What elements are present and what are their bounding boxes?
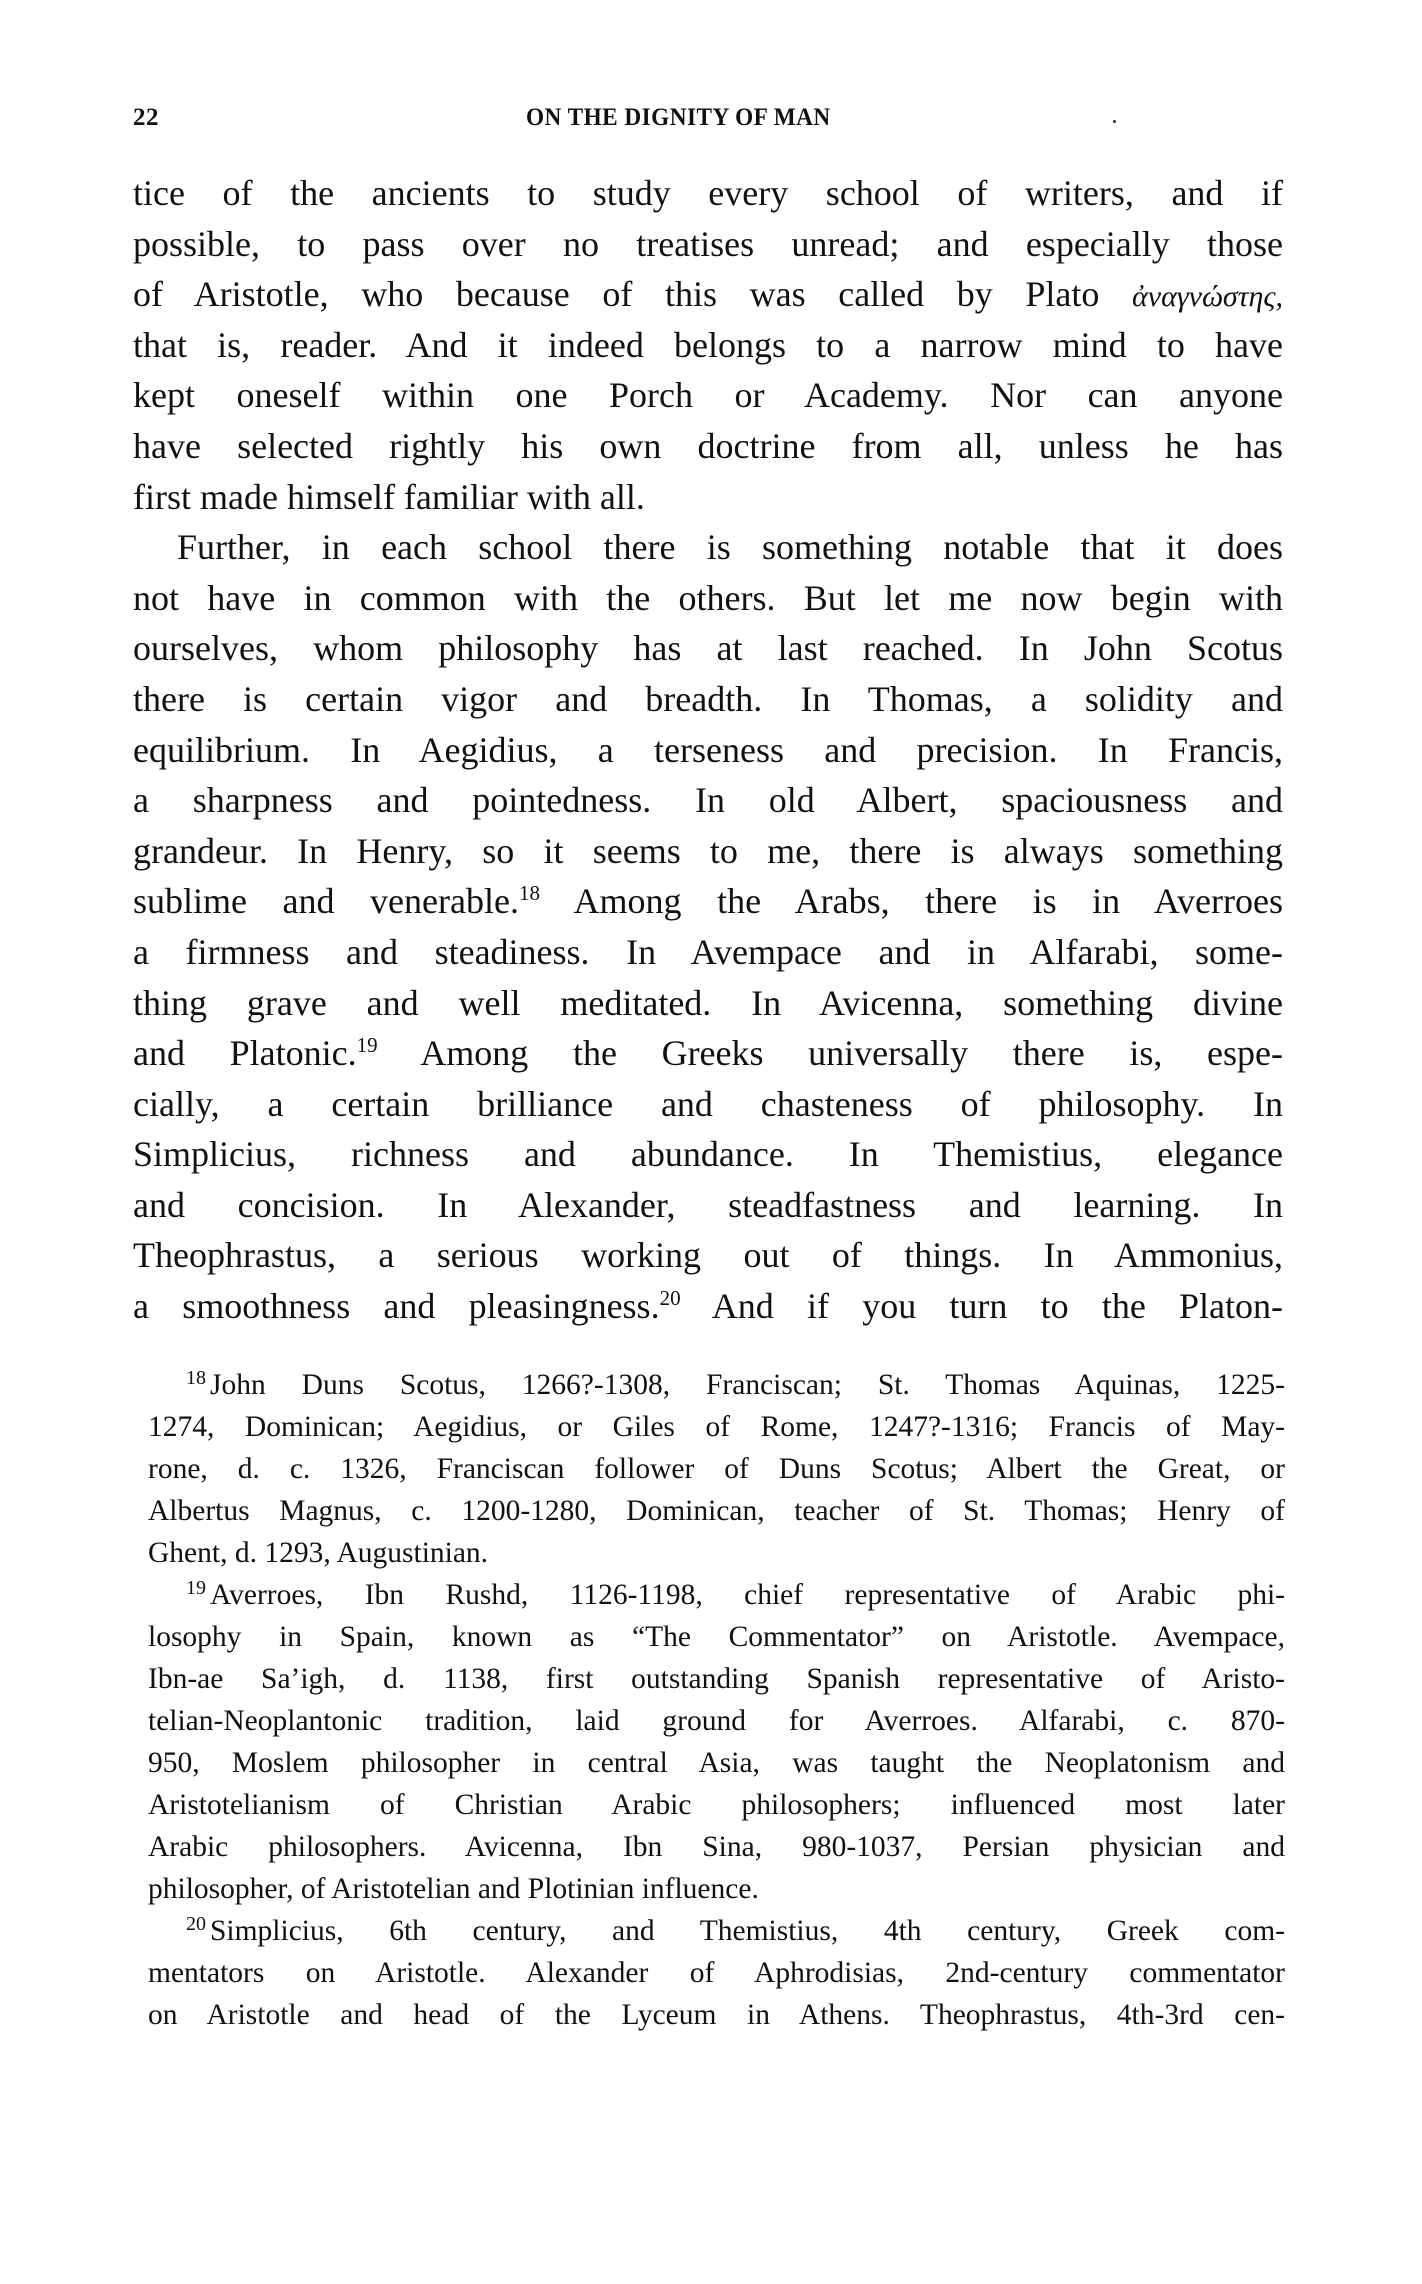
footnote-line: philosopher, of Aristotelian and Plotinian influence. bbox=[148, 1873, 759, 1905]
footnote-line: mentators on Aristotle. Alexander of Aphrodisias, 2nd-century commentator bbox=[148, 1957, 1285, 1989]
text-segment: Among the Arabs, there is in Averroes bbox=[539, 881, 1283, 922]
text-line bbox=[133, 876, 1283, 927]
text-line: Theophrastus, a serious working out of things. In Ammonius, bbox=[133, 1235, 1283, 1276]
footnote-line: telian-Neoplantonic tradition, laid ground for Averroes. Alfarabi, c. 870- bbox=[148, 1705, 1285, 1737]
text-line: not have in common with the others. But let me now begin with bbox=[133, 577, 1283, 618]
text-line: have selected rightly his own doctrine from all, unless he has bbox=[133, 425, 1283, 466]
footnote-number: 20 bbox=[186, 1913, 206, 1935]
text-segment: John Duns Scotus, 1266?-1308, Franciscan; St. Thomas Aquinas, 1225- bbox=[210, 1369, 1285, 1401]
page-number: 22 bbox=[133, 104, 159, 131]
footnote-line: 1274, Dominican; Aegidius, or Giles of Rome, 1247?-1316; Francis of May- bbox=[148, 1411, 1285, 1443]
footnote-line bbox=[148, 1574, 1285, 1616]
footnote-ref-18[interactable]: 18 bbox=[518, 881, 540, 906]
text-line: cially, a certain brilliance and chasteness of philosophy. In bbox=[133, 1083, 1283, 1124]
main-text bbox=[133, 168, 1283, 1332]
text-segment: Averroes, Ibn Rushd, 1126-1198, chief representative of Arabic phi- bbox=[210, 1579, 1285, 1611]
footnote-line bbox=[148, 1364, 1285, 1406]
footnote-line: Ibn-ae Sa’igh, d. 1138, first outstanding Spanish representative of Aristo- bbox=[148, 1663, 1285, 1695]
text-line: Further, in each school there is something notable that it does bbox=[177, 527, 1283, 568]
text-line: kept oneself within one Porch or Academy. Nor can anyone bbox=[133, 375, 1283, 416]
paragraph-2 bbox=[133, 522, 1283, 1332]
text-segment: of Aristotle, who because of this was called by Plato bbox=[133, 274, 1133, 315]
footnote-number: 18 bbox=[186, 1367, 206, 1389]
text-segment: And if you turn to the Platon- bbox=[680, 1286, 1284, 1327]
text-segment: Simplicius, 6th century, and Themistius, 4th century, Greek com- bbox=[210, 1915, 1285, 1947]
footnote-line: rone, d. c. 1326, Franciscan follower of Duns Scotus; Albert the Great, or bbox=[148, 1453, 1285, 1485]
text-line: ourselves, whom philosophy has at last reached. In John Scotus bbox=[133, 628, 1283, 669]
footnote-ref-19[interactable]: 19 bbox=[356, 1033, 378, 1058]
text-segment: a smoothness and pleasingness. bbox=[133, 1286, 660, 1327]
footnotes bbox=[148, 1364, 1285, 2036]
text-line bbox=[133, 1028, 1283, 1079]
text-line: grandeur. In Henry, so it seems to me, there is always something bbox=[133, 830, 1283, 871]
text-line: thing grave and well meditated. In Avicenna, something divine bbox=[133, 982, 1283, 1023]
footnote-line: 950, Moslem philosopher in central Asia, was taught the Neoplatonism and bbox=[148, 1747, 1285, 1779]
text-segment: sublime and venerable. bbox=[133, 881, 519, 922]
footnote-line: Arabic philosophers. Avicenna, Ibn Sina, 980-1037, Persian physician and bbox=[148, 1831, 1285, 1863]
print-speck bbox=[1113, 120, 1116, 123]
text-line: possible, to pass over no treatises unread; and especially those bbox=[133, 223, 1283, 264]
footnote-number: 19 bbox=[186, 1577, 206, 1599]
text-line: tice of the ancients to study every school of writers, and if bbox=[133, 173, 1283, 213]
footnote-line: losophy in Spain, known as “The Commentator” on Aristotle. Avempace, bbox=[148, 1621, 1285, 1653]
text-segment: and Platonic. bbox=[133, 1033, 357, 1074]
footnote-line: on Aristotle and head of the Lyceum in Athens. Theophrastus, 4th-3rd cen- bbox=[148, 1999, 1285, 2031]
footnote-ref-20[interactable]: 20 bbox=[659, 1286, 681, 1311]
paragraph-1 bbox=[133, 168, 1283, 522]
greek-word: ἀναγνώστης, bbox=[1132, 280, 1283, 314]
footnote-18 bbox=[148, 1364, 1285, 1574]
text-line: first made himself familiar with all. bbox=[133, 476, 645, 517]
text-line: that is, reader. And it indeed belongs to a narrow mind to have bbox=[133, 324, 1283, 365]
text-line bbox=[133, 1281, 1283, 1332]
text-line: equilibrium. In Aegidius, a terseness and precision. In Francis, bbox=[133, 729, 1283, 770]
running-head bbox=[133, 104, 1283, 136]
text-line: there is certain vigor and breadth. In Thomas, a solidity and bbox=[133, 678, 1283, 719]
running-title: ON THE DIGNITY OF MAN bbox=[525, 104, 831, 131]
footnote-line bbox=[148, 1910, 1285, 1952]
footnote-19 bbox=[148, 1574, 1285, 1910]
text-segment: Among the Greeks universally there is, espe- bbox=[377, 1033, 1283, 1074]
text-line bbox=[133, 269, 1283, 320]
text-line: a sharpness and pointedness. In old Albert, spaciousness and bbox=[133, 780, 1283, 821]
footnote-line: Aristotelianism of Christian Arabic philosophers; influenced most later bbox=[148, 1789, 1285, 1821]
footnote-line: Albertus Magnus, c. 1200-1280, Dominican, teacher of St. Thomas; Henry of bbox=[148, 1495, 1285, 1527]
text-line: and concision. In Alexander, steadfastness and learning. In bbox=[133, 1184, 1283, 1225]
footnote-line: Ghent, d. 1293, Augustinian. bbox=[148, 1537, 489, 1569]
footnote-20 bbox=[148, 1910, 1285, 2036]
text-line: Simplicius, richness and abundance. In Themistius, elegance bbox=[133, 1134, 1283, 1175]
text-line: a firmness and steadiness. In Avempace and in Alfarabi, some- bbox=[133, 931, 1283, 972]
